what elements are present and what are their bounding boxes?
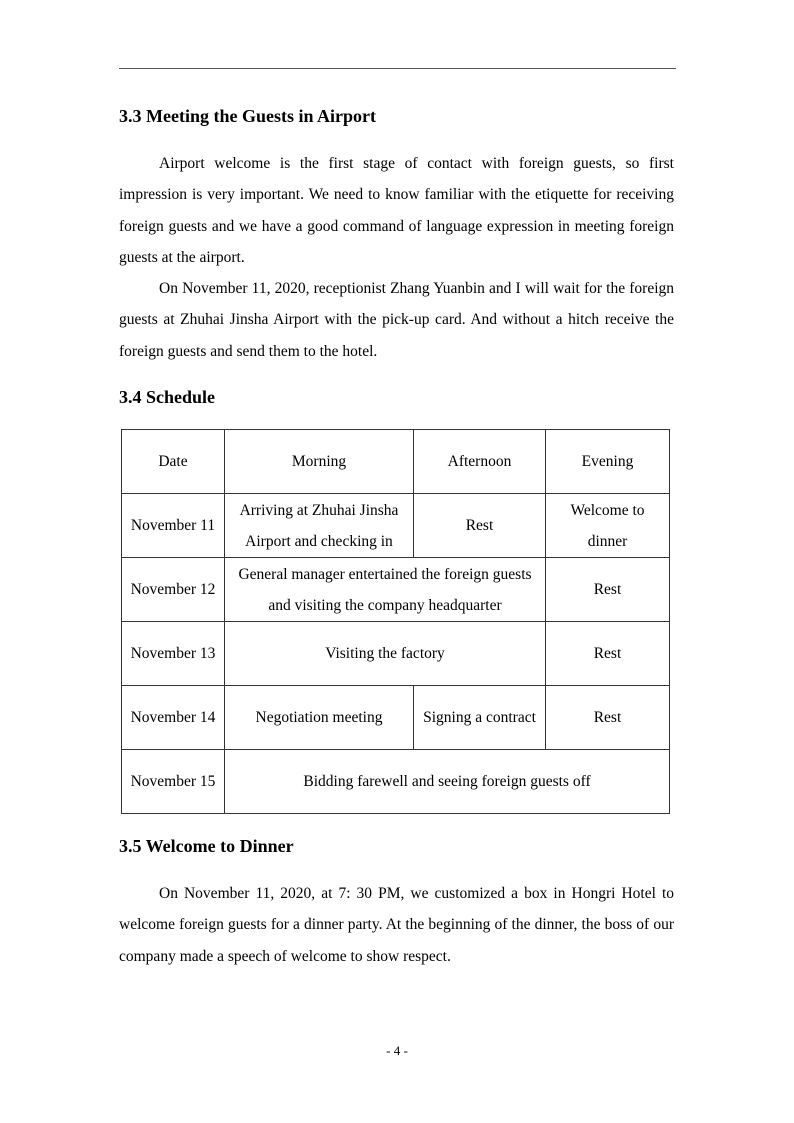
table-row [122, 686, 670, 750]
section-heading-3-5: 3.5 Welcome to Dinner [119, 836, 294, 856]
cell-evening: Rest [546, 686, 670, 750]
cell-afternoon: Signing a contract [414, 686, 546, 750]
cell-date: November 15 [122, 750, 225, 814]
header-afternoon: Afternoon [414, 430, 546, 494]
section-heading-3-4: 3.4 Schedule [119, 387, 216, 407]
table-row [122, 750, 670, 814]
header-date: Date [122, 430, 225, 494]
header-rule [119, 68, 676, 69]
table-row [122, 558, 670, 622]
table-row [122, 622, 670, 686]
cell-date: November 12 [122, 558, 225, 622]
cell-date: November 13 [122, 622, 225, 686]
cell-date: November 14 [122, 686, 225, 750]
cell-morning-afternoon: General manager entertained the foreign guests and visiting the company headquarter [225, 558, 546, 622]
cell-evening: Rest [546, 558, 670, 622]
paragraph-airport-welcome: Airport welcome is the first stage of contact with foreign guests, so first impression is very important. We need to know familiar with the etiquette for receiving foreign guests and we have a good command of language expression in meeting foreign guests at the airport. [119, 155, 674, 266]
cell-morning: Arriving at Zhuhai Jinsha Airport and checking in [225, 494, 414, 558]
cell-date: November 11 [122, 494, 225, 558]
cell-evening: Welcome to dinner [546, 494, 670, 558]
header-morning: Morning [225, 430, 414, 494]
cell-all-day: Bidding farewell and seeing foreign guests off [225, 750, 670, 814]
table-header-row [122, 430, 670, 494]
header-evening: Evening [546, 430, 670, 494]
schedule-table [121, 429, 670, 814]
cell-morning-afternoon: Visiting the factory [225, 622, 546, 686]
table-row [122, 494, 670, 558]
cell-evening: Rest [546, 622, 670, 686]
paragraph-airport-pickup: On November 11, 2020, receptionist Zhang Yuanbin and I will wait for the foreign guests at Zhuhai Jinsha Airport with the pick-up card. And without a hitch receive the foreign guests and send them to the hotel. [119, 280, 674, 360]
cell-morning: Negotiation meeting [225, 686, 414, 750]
paragraph-welcome-dinner: On November 11, 2020, at 7: 30 PM, we customized a box in Hongri Hotel to welcome foreign guests for a dinner party. At the beginning of the dinner, the boss of our company made a speech of welcome to show respect. [119, 885, 674, 965]
page-number: - 4 - [386, 1043, 408, 1058]
cell-afternoon: Rest [414, 494, 546, 558]
section-heading-3-3: 3.3 Meeting the Guests in Airport [119, 106, 376, 126]
